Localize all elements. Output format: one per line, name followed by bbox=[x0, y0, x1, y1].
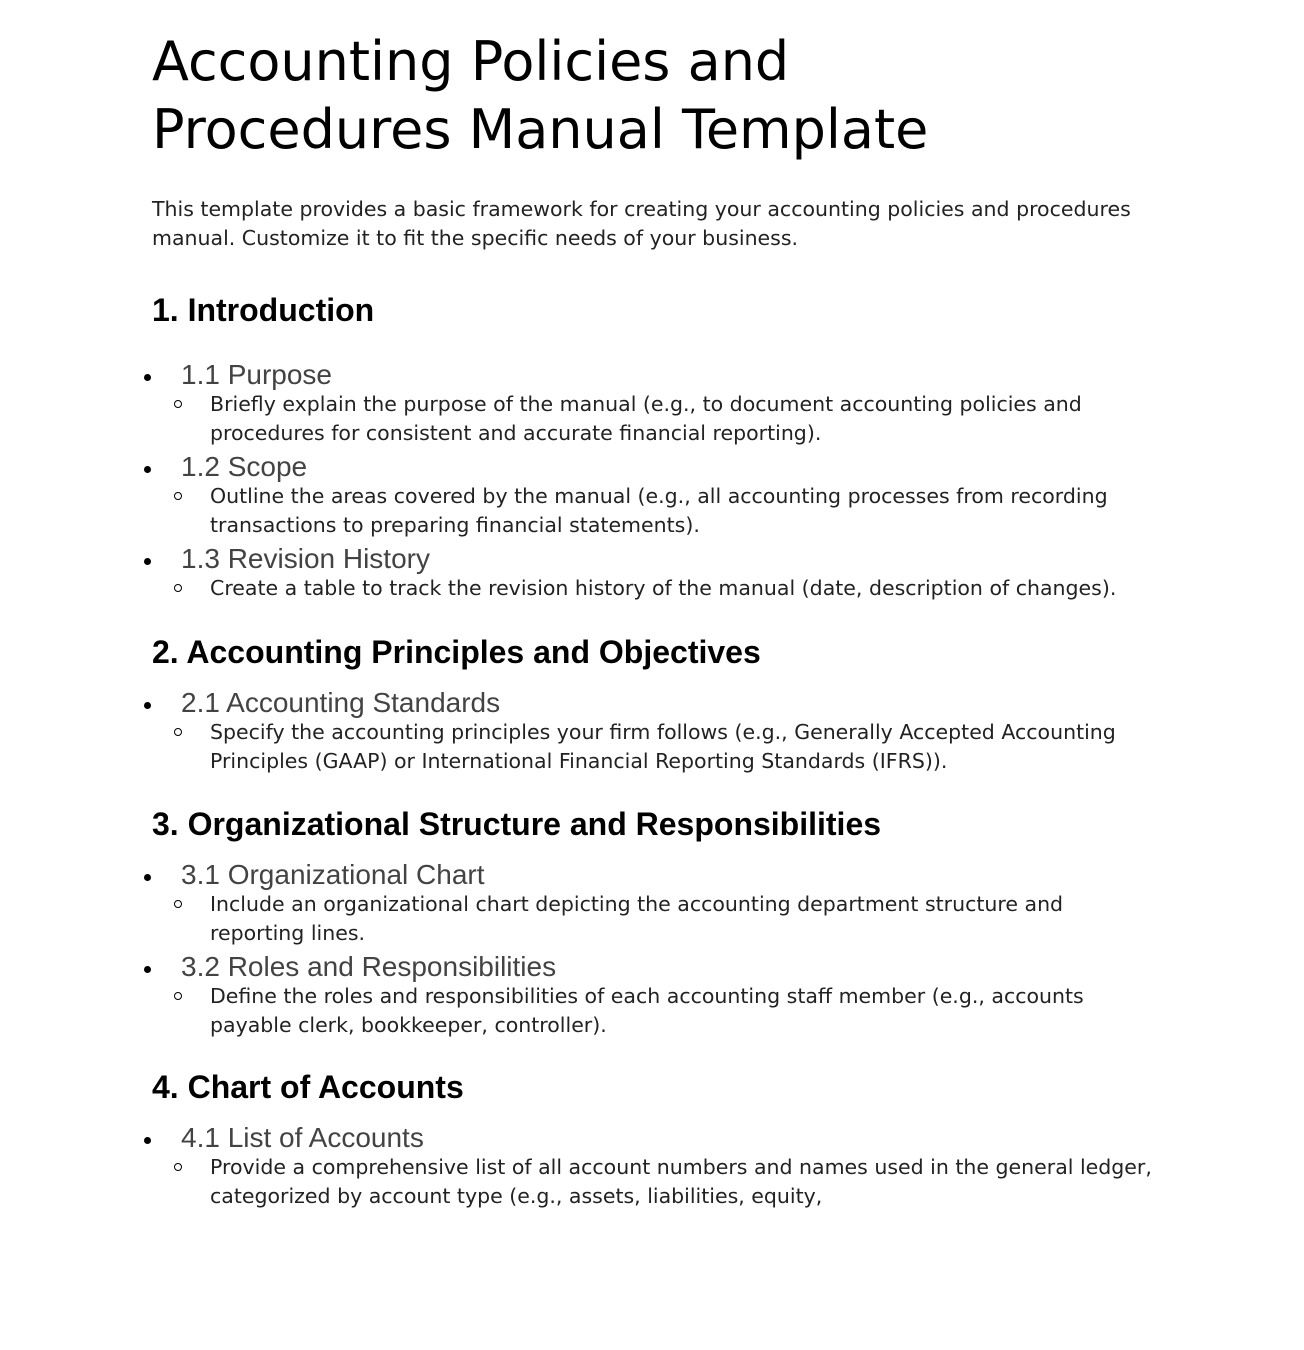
description-list bbox=[181, 574, 1152, 603]
description-item bbox=[181, 574, 1152, 603]
description-item bbox=[181, 890, 1152, 948]
description-list bbox=[181, 1153, 1152, 1211]
description-item bbox=[181, 1153, 1152, 1211]
circle-bullet-icon bbox=[174, 584, 182, 592]
section-heading: 3. Organizational Structure and Responsibilities bbox=[152, 806, 882, 842]
description-text: Briefly explain the purpose of the manual (e.g., to document accounting policies and procedures for consistent and accurate financial reporting). bbox=[210, 392, 1082, 445]
section-accounting-principles bbox=[152, 632, 1152, 776]
circle-bullet-icon bbox=[174, 728, 182, 736]
subsection-item bbox=[152, 952, 1152, 1040]
description-text: Define the roles and responsibilities of each accounting staff member (e.g., accounts payable clerk, bookkeeper, controller). bbox=[210, 984, 1084, 1037]
bullet-icon bbox=[144, 374, 151, 381]
subsection-heading: 3.2 Roles and Responsibilities bbox=[181, 951, 557, 982]
description-item bbox=[181, 718, 1152, 776]
circle-bullet-icon bbox=[174, 400, 182, 408]
description-text: Specify the accounting principles your firm follows (e.g., Generally Accepted Accounting Principles (GAAP) or International Financial Reporting Standards (IFRS)). bbox=[210, 720, 1116, 773]
circle-bullet-icon bbox=[174, 900, 182, 908]
circle-bullet-icon bbox=[174, 992, 182, 1000]
description-list bbox=[181, 890, 1152, 948]
bullet-icon bbox=[144, 874, 151, 881]
section-heading: 1. Introduction bbox=[152, 292, 375, 328]
description-list bbox=[181, 982, 1152, 1040]
subsection-item bbox=[152, 1123, 1152, 1211]
description-text: Include an organizational chart depicting the accounting department structure and reporting lines. bbox=[210, 892, 1064, 945]
subsection-item bbox=[152, 360, 1152, 448]
section-introduction bbox=[152, 290, 1152, 603]
section-heading: 4. Chart of Accounts bbox=[152, 1069, 464, 1105]
description-item bbox=[181, 390, 1152, 448]
subsection-heading: 3.1 Organizational Chart bbox=[181, 859, 485, 890]
section-heading: 2. Accounting Principles and Objectives bbox=[152, 634, 761, 670]
subsection-list bbox=[152, 688, 1152, 776]
description-list bbox=[181, 390, 1152, 448]
document-title-line-1: Accounting Policies and bbox=[152, 30, 790, 93]
document-page bbox=[152, 28, 1152, 1211]
document-title bbox=[152, 28, 1152, 164]
bullet-icon bbox=[144, 1137, 151, 1144]
description-list bbox=[181, 718, 1152, 776]
intro-paragraph: This template provides a basic framework for creating your accounting policies and procedures manual. Customize it to fit the specific needs of your business. bbox=[152, 197, 1131, 250]
subsection-heading: 2.1 Accounting Standards bbox=[181, 687, 501, 718]
circle-bullet-icon bbox=[174, 1163, 182, 1171]
bullet-icon bbox=[144, 466, 151, 473]
section-chart-of-accounts bbox=[152, 1067, 1152, 1211]
description-list bbox=[181, 482, 1152, 540]
subsection-item bbox=[152, 688, 1152, 776]
description-text: Create a table to track the revision history of the manual (date, description of changes). bbox=[210, 576, 1117, 600]
description-item bbox=[181, 482, 1152, 540]
subsection-heading: 4.1 List of Accounts bbox=[181, 1122, 424, 1153]
subsection-heading: 1.3 Revision History bbox=[181, 543, 430, 574]
subsection-list bbox=[152, 1123, 1152, 1211]
bullet-icon bbox=[144, 702, 151, 709]
description-text: Outline the areas covered by the manual (e.g., all accounting processes from recording transactions to preparing financial statements). bbox=[210, 484, 1108, 537]
subsection-item bbox=[152, 544, 1152, 603]
section-organizational-structure bbox=[152, 804, 1152, 1040]
subsection-list bbox=[152, 360, 1152, 603]
subsection-item bbox=[152, 452, 1152, 540]
subsection-list bbox=[152, 860, 1152, 1040]
description-text: Provide a comprehensive list of all account numbers and names used in the general ledger, categorized by account type (e.g., assets, liabilities, equity, bbox=[210, 1155, 1152, 1208]
bullet-icon bbox=[144, 966, 151, 973]
description-item bbox=[181, 982, 1152, 1040]
subsection-heading: 1.1 Purpose bbox=[181, 359, 332, 390]
subsection-heading: 1.2 Scope bbox=[181, 451, 308, 482]
circle-bullet-icon bbox=[174, 492, 182, 500]
document-title-line-2: Procedures Manual Template bbox=[152, 98, 929, 161]
bullet-icon bbox=[144, 558, 151, 565]
subsection-item bbox=[152, 860, 1152, 948]
